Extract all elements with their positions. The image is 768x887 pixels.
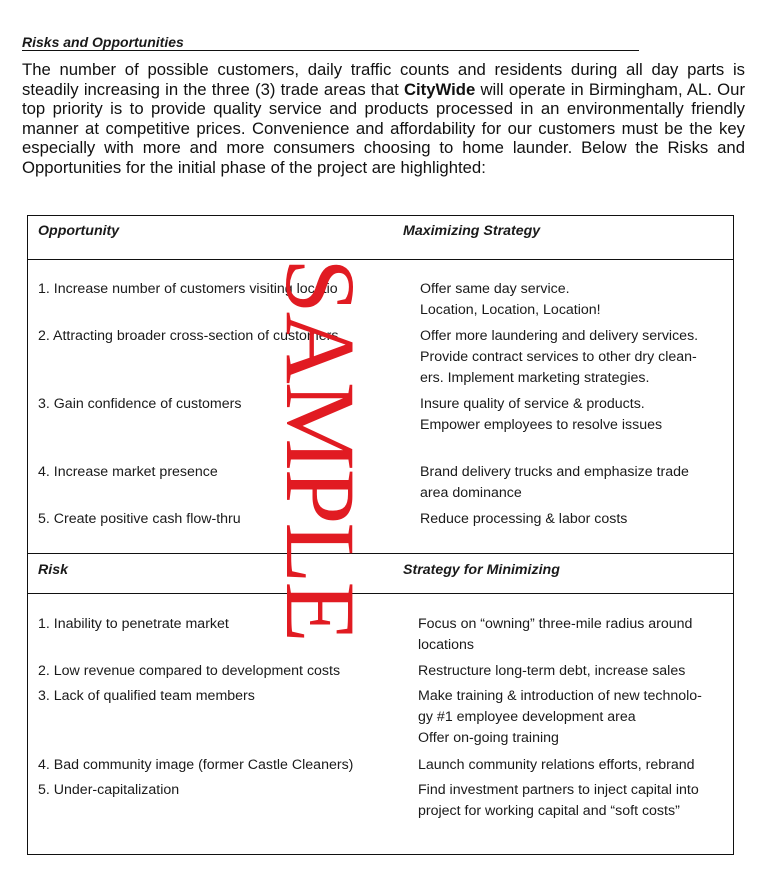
strategy-line: Empower employees to resolve issues	[420, 417, 663, 433]
intro-text-start: The number of possible customers, daily traffic counts and residents during all day parts is steadily increasing in the three (3) trade areas that	[22, 60, 745, 99]
strategy-line: Brand delivery trucks and emphasize trade	[420, 464, 689, 480]
opportunity-item-4: 4. Increase market presence	[38, 464, 218, 480]
opportunity-item-1: 1. Increase number of customers visiting locatio	[38, 281, 338, 297]
risk-item-3: 3. Lack of qualified team members	[38, 688, 255, 704]
divider-opportunity-header	[28, 259, 733, 260]
strategy-line: Make training & introduction of new technolo-	[418, 688, 702, 704]
opportunity-column-header: Opportunity	[38, 223, 120, 239]
divider-risk-header	[28, 593, 733, 594]
strategy-line: Location, Location, Location!	[420, 302, 601, 318]
strategy-line: Offer more laundering and delivery services.	[420, 328, 699, 344]
strategy-line: gy #1 employee development area	[418, 709, 636, 725]
section-heading: Risks and Opportunities	[22, 34, 639, 51]
opportunity-strategy-4	[420, 462, 689, 504]
opportunity-strategy-1	[420, 279, 601, 321]
risk-strategy-5	[418, 780, 699, 822]
strategy-line: project for working capital and “soft costs”	[418, 803, 680, 819]
minimizing-strategy-column-header: Strategy for Minimizing	[403, 562, 560, 578]
strategy-line: Offer on-going training	[418, 730, 559, 746]
strategy-line: Provide contract services to other dry clean-	[420, 349, 697, 365]
risk-strategy-4	[418, 755, 695, 776]
strategy-line: ers. Implement marketing strategies.	[420, 370, 650, 386]
risk-strategy-2	[418, 661, 685, 682]
risk-item-1: 1. Inability to penetrate market	[38, 616, 229, 632]
opportunity-strategy-5	[420, 509, 627, 530]
strategy-line: Reduce processing & labor costs	[420, 511, 628, 527]
risk-strategy-3	[418, 686, 702, 749]
opportunity-item-3: 3. Gain confidence of customers	[38, 396, 242, 412]
sample-watermark-text: SAMPLE	[265, 258, 376, 641]
intro-paragraph	[22, 60, 745, 178]
risk-item-4: 4. Bad community image (former Castle Cleaners)	[38, 757, 354, 773]
opportunity-strategy-3	[420, 394, 662, 436]
strategy-line: Find investment partners to inject capital into	[418, 782, 699, 798]
strategy-line: Offer same day service.	[420, 281, 570, 297]
opportunity-strategy-2	[420, 326, 698, 389]
divider-risk-section-top	[28, 553, 733, 554]
strategy-line: locations	[418, 637, 474, 653]
risks-opportunities-table	[27, 215, 734, 855]
opportunity-item-5: 5. Create positive cash flow-thru	[38, 511, 241, 527]
risk-item-2: 2. Low revenue compared to development costs	[38, 663, 341, 679]
risk-column-header: Risk	[38, 562, 68, 578]
intro-text-end: will operate in Birmingham, AL. Our top priority is to provide quality service and products processed in an environmentally friendly manner at competitive prices. Convenience and affordability for our customers must be the key especially with more and more consumers choosing to home launder. Below the Risks and Opportunities for the initial phase of the project are highlighted:	[22, 79, 746, 177]
strategy-line: Restructure long-term debt, increase sales	[418, 663, 686, 679]
strategy-line: area dominance	[420, 485, 522, 501]
opportunity-item-2: 2. Attracting broader cross-section of customers	[38, 328, 339, 344]
maximizing-strategy-column-header: Maximizing Strategy	[403, 223, 541, 239]
risk-strategy-1	[418, 614, 692, 656]
brand-name: CityWide	[403, 79, 476, 99]
strategy-line: Insure quality of service & products.	[420, 396, 645, 412]
risk-item-5: 5. Under-capitalization	[38, 782, 180, 798]
strategy-line: Launch community relations efforts, rebrand	[418, 757, 695, 773]
strategy-line: Focus on “owning” three-mile radius around	[418, 616, 693, 632]
